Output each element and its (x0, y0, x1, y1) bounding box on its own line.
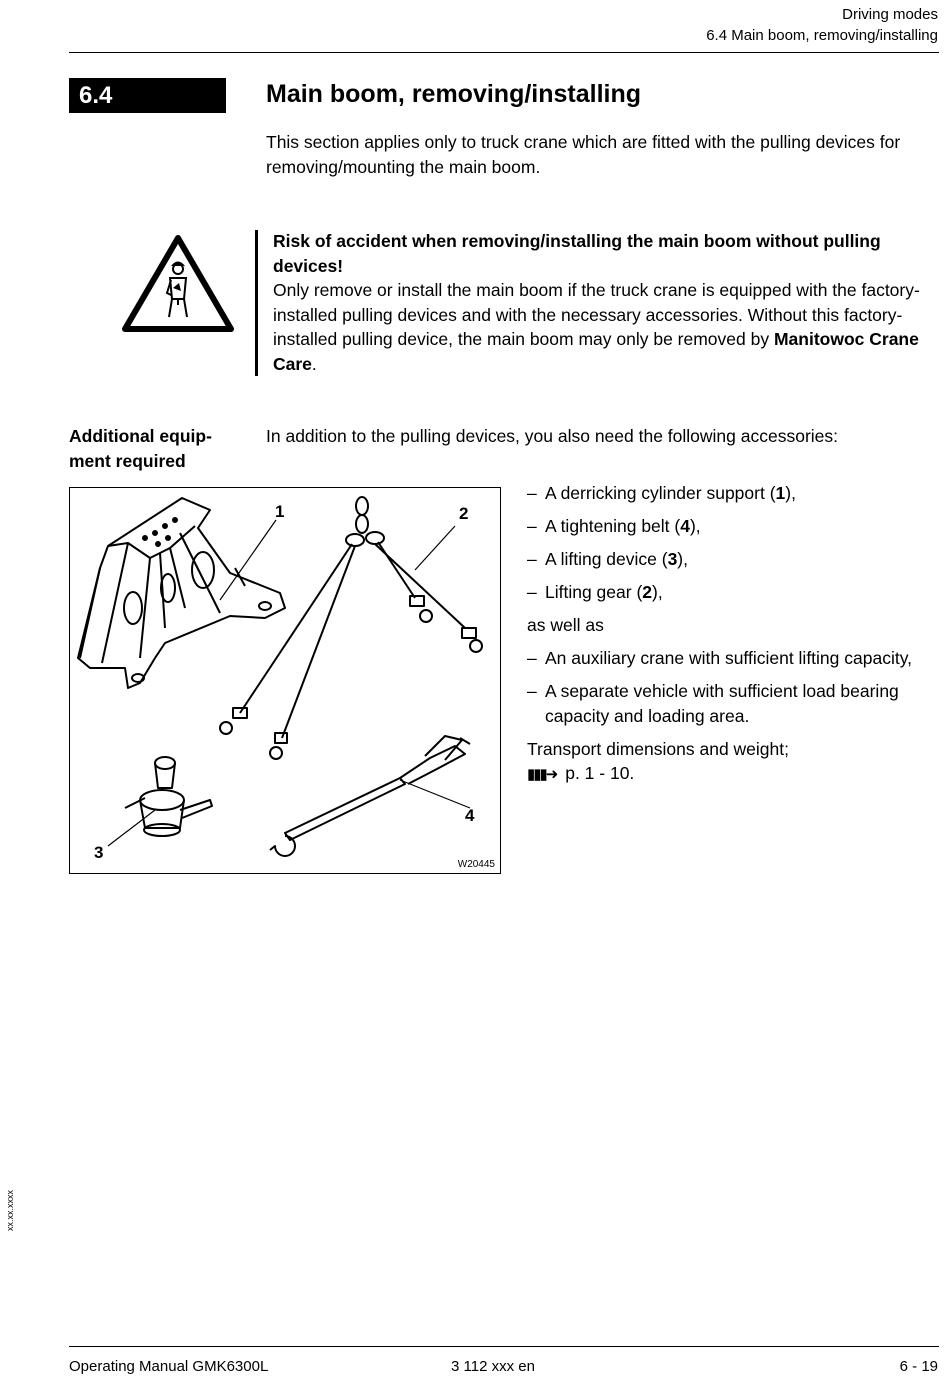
lifting-gear-drawing (220, 497, 482, 759)
page-reference[interactable] (527, 761, 942, 788)
footer-right: 6 - 19 (899, 1358, 938, 1375)
reference-arrow-icon: ▮▮▮➜ (527, 766, 557, 783)
transport-text: Transport dimensions and weight; (527, 738, 789, 759)
running-header (706, 4, 938, 46)
equipment-illustration (70, 488, 502, 875)
list-item-text: A lifting device ( (545, 549, 668, 569)
section-title: Main boom, removing/installing (266, 80, 642, 108)
callout-2: 2 (459, 504, 469, 523)
warning-body: Only remove or install the main boom if the truck crane is equipped with the factory-installed pulling devices and with the necessary accessories. Without this factory-installed pulling device, the main boom may only be removed by (273, 280, 920, 349)
header-chapter: Driving modes (842, 6, 938, 23)
list-dash: – (527, 549, 537, 569)
list-dash: – (527, 582, 537, 602)
lifting-device-drawing (125, 757, 212, 836)
list-item-number: 3 (667, 549, 678, 569)
list-item-end: ), (652, 582, 663, 602)
list-item (527, 481, 942, 506)
list-item (527, 580, 942, 605)
warning-text (273, 229, 943, 376)
list-item (527, 547, 942, 572)
footer-left: Operating Manual GMK6300L (69, 1358, 269, 1375)
callout-leaders (108, 520, 470, 846)
list-item (527, 514, 942, 539)
section-number: 6.4 (69, 78, 226, 113)
list-dash: – (527, 681, 537, 701)
list-item-text: Lifting gear ( (545, 582, 643, 602)
as-well-as: as well as (527, 615, 604, 635)
callout-1: 1 (275, 502, 285, 521)
warning-person-icon (121, 233, 235, 333)
list-dash: – (527, 483, 537, 503)
section-intro: This section applies only to truck crane which are fitted with the pulling devices for removing/mounting the main boom. (266, 132, 901, 177)
footer-rule (69, 1346, 939, 1347)
side-code: xx.xx.xxxx (5, 1190, 15, 1232)
header-section: 6.4 Main boom, removing/installing (706, 27, 938, 44)
callout-3: 3 (94, 843, 104, 862)
warning-body-bold: Manitowoc Crane Care (273, 329, 919, 374)
list-item (527, 679, 942, 728)
list-item (527, 646, 942, 671)
derricking-cylinder-support-drawing (78, 498, 285, 688)
equipment-list (527, 481, 942, 788)
header-rule (69, 52, 939, 53)
additional-label: Additional equip-ment required (69, 426, 212, 471)
list-item-number: 2 (642, 582, 653, 602)
list-item-text: A tightening belt ( (545, 516, 681, 536)
warning-bar (255, 230, 258, 376)
list-item-end: ), (785, 483, 796, 503)
list-item-number: 1 (775, 483, 786, 503)
list-dash: – (527, 516, 537, 536)
warning-heading: Risk of accident when removing/installing the main boom without pulling devices! (273, 231, 881, 276)
list-dash: – (527, 648, 537, 668)
warning-body-end: . (311, 353, 317, 374)
callout-4: 4 (465, 806, 475, 825)
list-item-text: An auxiliary crane with sufficient lifting capacity, (545, 648, 913, 668)
equipment-figure (69, 487, 501, 874)
additional-text: In addition to the pulling devices, you also need the following accessories: (266, 426, 839, 446)
list-item-end: ), (677, 549, 688, 569)
list-item-number: 4 (680, 516, 690, 536)
figure-id: W20445 (457, 859, 495, 870)
list-item-text: A derricking cylinder support ( (545, 483, 776, 503)
reference-text[interactable]: p. 1 - 10. (565, 763, 635, 783)
list-item-text: A separate vehicle with sufficient load bearing capacity and loading area. (545, 681, 899, 726)
list-item-end: ), (689, 516, 701, 536)
footer-center: 3 112 xxx en (451, 1358, 535, 1375)
